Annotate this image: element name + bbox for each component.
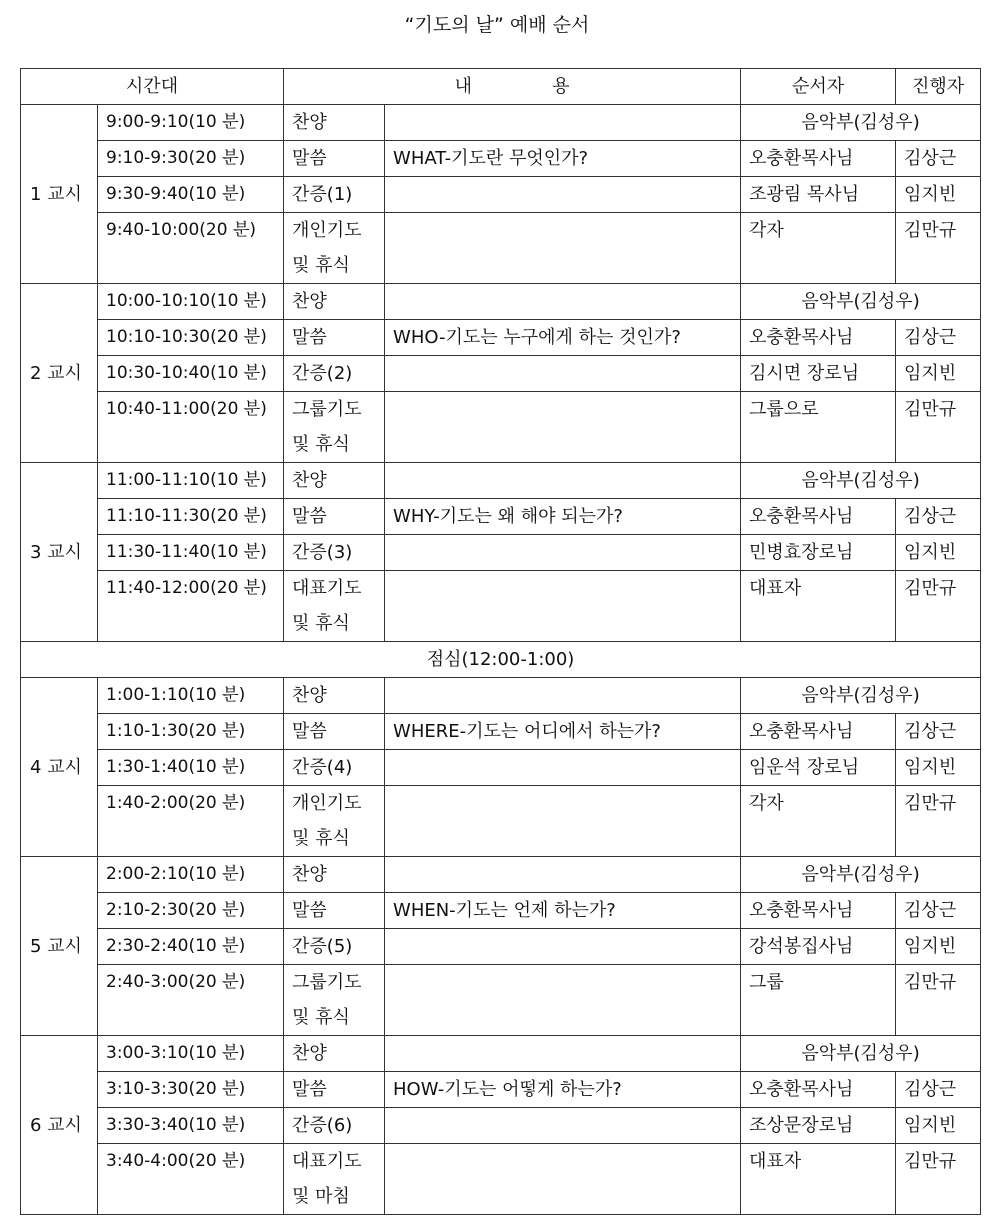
leader-cell: 음악부(김성우) — [741, 463, 981, 499]
activity-cell — [284, 1036, 385, 1072]
schedule-table — [20, 68, 981, 1215]
activity-cell — [284, 965, 385, 1036]
host-cell: 김상근 — [896, 320, 981, 356]
activity-label: 그룹기도 — [292, 972, 362, 993]
activity-label: 말씀 — [292, 1079, 327, 1100]
leader-cell: 음악부(김성우) — [741, 857, 981, 893]
activity-label: 간증(5) — [292, 936, 353, 957]
time-cell: 2:10-2:30(20 분) — [98, 893, 284, 929]
host-cell: 김만규 — [896, 1144, 981, 1215]
leader-cell: 오충환목사님 — [741, 893, 896, 929]
table-row — [21, 1072, 981, 1108]
table-row — [21, 929, 981, 965]
table-row — [21, 714, 981, 750]
leader-cell: 음악부(김성우) — [741, 678, 981, 714]
leader-cell: 대표자 — [741, 1144, 896, 1215]
header-leader: 순서자 — [741, 69, 896, 105]
activity-label: 그룹기도 — [292, 399, 362, 420]
table-row — [21, 1036, 981, 1072]
leader-cell: 음악부(김성우) — [741, 1036, 981, 1072]
topic-cell — [385, 105, 741, 141]
table-row — [21, 535, 981, 571]
activity-label: 말씀 — [292, 148, 327, 169]
topic-cell: WHY-기도는 왜 해야 되는가? — [385, 499, 741, 535]
time-cell: 1:10-1:30(20 분) — [98, 714, 284, 750]
activity-label: 간증(6) — [292, 1115, 353, 1136]
time-cell: 11:30-11:40(10 분) — [98, 535, 284, 571]
topic-cell: HOW-기도는 어떻게 하는가? — [385, 1072, 741, 1108]
activity-cell — [284, 463, 385, 499]
topic-cell — [385, 857, 741, 893]
header-host: 진행자 — [896, 69, 981, 105]
time-cell: 11:40-12:00(20 분) — [98, 571, 284, 642]
activity-label: 말씀 — [292, 327, 327, 348]
activity-cell — [284, 786, 385, 857]
period-label: 6 교시 — [21, 1036, 98, 1215]
activity-cell — [284, 356, 385, 392]
leader-cell: 각자 — [741, 213, 896, 284]
leader-cell: 김시면 장로님 — [741, 356, 896, 392]
activity-cell — [284, 1108, 385, 1144]
host-cell: 김만규 — [896, 965, 981, 1036]
leader-cell: 오충환목사님 — [741, 714, 896, 750]
topic-cell — [385, 463, 741, 499]
activity-cell — [284, 929, 385, 965]
host-cell: 임지빈 — [896, 750, 981, 786]
activity-cell — [284, 1072, 385, 1108]
table-row — [21, 105, 981, 141]
time-cell: 3:00-3:10(10 분) — [98, 1036, 284, 1072]
activity-label: 찬양 — [292, 1043, 327, 1064]
table-row — [21, 678, 981, 714]
activity-label-line2: 및 휴식 — [292, 1007, 350, 1028]
time-cell: 3:10-3:30(20 분) — [98, 1072, 284, 1108]
topic-cell — [385, 284, 741, 320]
activity-cell — [284, 177, 385, 213]
host-cell: 김상근 — [896, 893, 981, 929]
period-label: 2 교시 — [21, 284, 98, 463]
host-cell: 김만규 — [896, 786, 981, 857]
activity-label: 찬양 — [292, 685, 327, 706]
activity-label: 대표기도 — [292, 1151, 362, 1172]
leader-cell: 조광림 목사님 — [741, 177, 896, 213]
time-cell: 3:30-3:40(10 분) — [98, 1108, 284, 1144]
leader-cell: 대표자 — [741, 571, 896, 642]
activity-label: 말씀 — [292, 506, 327, 527]
topic-cell — [385, 535, 741, 571]
activity-label: 찬양 — [292, 112, 327, 133]
activity-cell — [284, 535, 385, 571]
activity-cell — [284, 499, 385, 535]
activity-label: 찬양 — [292, 470, 327, 491]
topic-cell — [385, 1036, 741, 1072]
leader-cell: 음악부(김성우) — [741, 284, 981, 320]
header-content: 내 용 — [284, 69, 741, 105]
activity-cell — [284, 714, 385, 750]
topic-cell — [385, 213, 741, 284]
host-cell: 임지빈 — [896, 535, 981, 571]
topic-cell — [385, 1108, 741, 1144]
table-row — [21, 141, 981, 177]
table-row — [21, 857, 981, 893]
activity-label: 찬양 — [292, 291, 327, 312]
topic-cell — [385, 786, 741, 857]
time-cell: 2:00-2:10(10 분) — [98, 857, 284, 893]
topic-cell — [385, 392, 741, 463]
activity-cell — [284, 678, 385, 714]
table-row — [21, 284, 981, 320]
activity-label: 개인기도 — [292, 220, 362, 241]
activity-label-line2: 및 휴식 — [292, 434, 350, 455]
activity-label: 개인기도 — [292, 793, 362, 814]
activity-cell — [284, 320, 385, 356]
activity-cell — [284, 750, 385, 786]
topic-cell — [385, 356, 741, 392]
time-cell: 10:00-10:10(10 분) — [98, 284, 284, 320]
period-label: 3 교시 — [21, 463, 98, 642]
host-cell: 김상근 — [896, 714, 981, 750]
activity-label: 찬양 — [292, 864, 327, 885]
activity-label-line2: 및 휴식 — [292, 828, 350, 849]
leader-cell: 조상문장로님 — [741, 1108, 896, 1144]
activity-cell — [284, 893, 385, 929]
leader-cell: 각자 — [741, 786, 896, 857]
table-row — [21, 750, 981, 786]
activity-label: 말씀 — [292, 900, 327, 921]
time-cell: 3:40-4:00(20 분) — [98, 1144, 284, 1215]
period-label: 5 교시 — [21, 857, 98, 1036]
time-cell: 11:10-11:30(20 분) — [98, 499, 284, 535]
host-cell: 김만규 — [896, 213, 981, 284]
topic-cell — [385, 929, 741, 965]
time-cell: 10:30-10:40(10 분) — [98, 356, 284, 392]
table-row — [21, 356, 981, 392]
topic-cell: WHERE-기도는 어디에서 하는가? — [385, 714, 741, 750]
table-row — [21, 320, 981, 356]
topic-cell — [385, 965, 741, 1036]
time-cell: 9:10-9:30(20 분) — [98, 141, 284, 177]
leader-cell: 그룹 — [741, 965, 896, 1036]
activity-label: 간증(2) — [292, 363, 353, 384]
header-time: 시간대 — [21, 69, 284, 105]
time-cell: 1:00-1:10(10 분) — [98, 678, 284, 714]
host-cell: 임지빈 — [896, 177, 981, 213]
activity-label: 대표기도 — [292, 578, 362, 599]
topic-cell — [385, 1144, 741, 1215]
topic-cell — [385, 750, 741, 786]
activity-cell — [284, 213, 385, 284]
time-cell: 9:30-9:40(10 분) — [98, 177, 284, 213]
time-cell: 10:10-10:30(20 분) — [98, 320, 284, 356]
leader-cell: 오충환목사님 — [741, 320, 896, 356]
host-cell: 김상근 — [896, 1072, 981, 1108]
activity-label: 간증(3) — [292, 542, 353, 563]
host-cell: 임지빈 — [896, 929, 981, 965]
leader-cell: 그룹으로 — [741, 392, 896, 463]
activity-cell — [284, 392, 385, 463]
activity-label-line2: 및 휴식 — [292, 613, 350, 634]
table-row — [21, 499, 981, 535]
activity-label: 간증(4) — [292, 757, 353, 778]
lunch-row — [21, 642, 981, 678]
activity-cell — [284, 141, 385, 177]
activity-label-line2: 및 마침 — [292, 1186, 350, 1207]
header-row — [21, 69, 981, 105]
leader-cell: 오충환목사님 — [741, 1072, 896, 1108]
table-row — [21, 463, 981, 499]
time-cell: 10:40-11:00(20 분) — [98, 392, 284, 463]
time-cell: 1:30-1:40(10 분) — [98, 750, 284, 786]
leader-cell: 오충환목사님 — [741, 141, 896, 177]
topic-cell — [385, 571, 741, 642]
leader-cell: 민병효장로님 — [741, 535, 896, 571]
topic-cell: WHAT-기도란 무엇인가? — [385, 141, 741, 177]
time-cell: 11:00-11:10(10 분) — [98, 463, 284, 499]
time-cell: 2:40-3:00(20 분) — [98, 965, 284, 1036]
topic-cell — [385, 678, 741, 714]
lunch-cell: 점심(12:00-1:00) — [21, 642, 981, 678]
activity-cell — [284, 105, 385, 141]
period-label: 4 교시 — [21, 678, 98, 857]
activity-label-line2: 및 휴식 — [292, 255, 350, 276]
host-cell: 김만규 — [896, 571, 981, 642]
leader-cell: 음악부(김성우) — [741, 105, 981, 141]
leader-cell: 강석봉집사님 — [741, 929, 896, 965]
period-label: 1 교시 — [21, 105, 98, 284]
time-cell: 9:00-9:10(10 분) — [98, 105, 284, 141]
table-row — [21, 1108, 981, 1144]
activity-label: 말씀 — [292, 721, 327, 742]
activity-label: 간증(1) — [292, 184, 353, 205]
document-title: “기도의 날” 예배 순서 — [404, 14, 590, 36]
host-cell: 김상근 — [896, 499, 981, 535]
activity-cell — [284, 1144, 385, 1215]
host-cell: 김만규 — [896, 392, 981, 463]
host-cell: 임지빈 — [896, 1108, 981, 1144]
leader-cell: 오충환목사님 — [741, 499, 896, 535]
activity-cell — [284, 857, 385, 893]
leader-cell: 임운석 장로님 — [741, 750, 896, 786]
activity-cell — [284, 571, 385, 642]
host-cell: 김상근 — [896, 141, 981, 177]
time-cell: 1:40-2:00(20 분) — [98, 786, 284, 857]
topic-cell: WHO-기도는 누구에게 하는 것인가? — [385, 320, 741, 356]
table-row — [21, 177, 981, 213]
topic-cell: WHEN-기도는 언제 하는가? — [385, 893, 741, 929]
activity-cell — [284, 284, 385, 320]
table-row — [21, 893, 981, 929]
time-cell: 9:40-10:00(20 분) — [98, 213, 284, 284]
host-cell: 임지빈 — [896, 356, 981, 392]
time-cell: 2:30-2:40(10 분) — [98, 929, 284, 965]
topic-cell — [385, 177, 741, 213]
